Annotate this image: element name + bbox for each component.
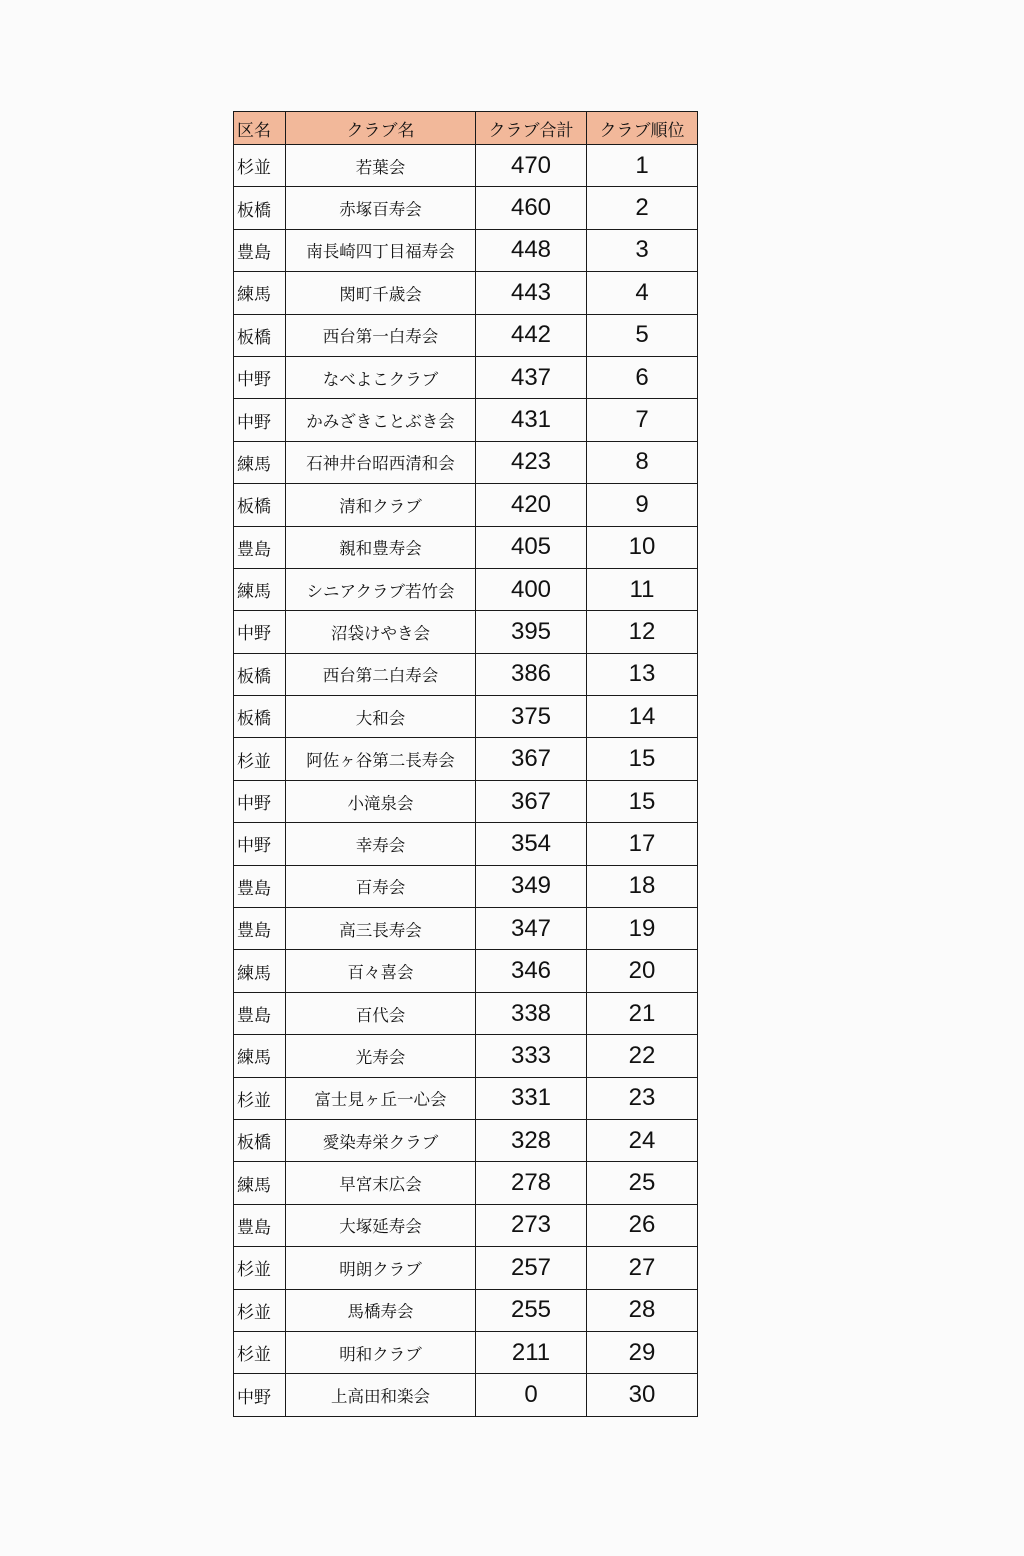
- cell-ward: 豊島: [234, 908, 286, 950]
- cell-club-total: 423: [476, 441, 587, 483]
- cell-ward: 杉並: [234, 1331, 286, 1373]
- table-row: [234, 823, 698, 865]
- club-ranking-table: [233, 111, 698, 1417]
- cell-club-total: 431: [476, 399, 587, 441]
- cell-club-total: 333: [476, 1035, 587, 1077]
- cell-club-name: かみざきことぶき会: [286, 399, 476, 441]
- cell-club-rank: 21: [587, 992, 698, 1034]
- cell-club-total: 331: [476, 1077, 587, 1119]
- cell-ward: 杉並: [234, 738, 286, 780]
- table-row: [234, 780, 698, 822]
- table-row: [234, 272, 698, 314]
- cell-ward: 練馬: [234, 441, 286, 483]
- cell-club-name: 馬橋寿会: [286, 1289, 476, 1331]
- cell-club-total: 395: [476, 611, 587, 653]
- cell-club-name: 若葉会: [286, 145, 476, 187]
- cell-club-rank: 25: [587, 1162, 698, 1204]
- cell-club-name: 大塚延寿会: [286, 1204, 476, 1246]
- cell-ward: 豊島: [234, 526, 286, 568]
- table-row: [234, 950, 698, 992]
- cell-club-total: 460: [476, 187, 587, 229]
- cell-club-rank: 22: [587, 1035, 698, 1077]
- cell-club-name: 早宮末広会: [286, 1162, 476, 1204]
- table-row: [234, 1035, 698, 1077]
- table-row: [234, 1077, 698, 1119]
- cell-club-rank: 29: [587, 1331, 698, 1373]
- cell-club-name: シニアクラブ若竹会: [286, 568, 476, 610]
- cell-ward: 杉並: [234, 1289, 286, 1331]
- cell-club-total: 349: [476, 865, 587, 907]
- cell-ward: 板橋: [234, 484, 286, 526]
- cell-club-total: 0: [476, 1374, 587, 1416]
- cell-ward: 杉並: [234, 1247, 286, 1289]
- cell-club-total: 443: [476, 272, 587, 314]
- table-row: [234, 187, 698, 229]
- cell-ward: 杉並: [234, 145, 286, 187]
- cell-club-name: 幸寿会: [286, 823, 476, 865]
- table-header: [234, 112, 698, 145]
- cell-club-rank: 1: [587, 145, 698, 187]
- table-row: [234, 229, 698, 271]
- cell-club-name: 石神井台昭西清和会: [286, 441, 476, 483]
- cell-club-rank: 23: [587, 1077, 698, 1119]
- cell-club-name: 南長崎四丁目福寿会: [286, 229, 476, 271]
- cell-club-rank: 27: [587, 1247, 698, 1289]
- cell-club-rank: 8: [587, 441, 698, 483]
- cell-club-total: 367: [476, 738, 587, 780]
- table-row: [234, 399, 698, 441]
- cell-club-rank: 11: [587, 568, 698, 610]
- cell-club-name: 明和クラブ: [286, 1331, 476, 1373]
- cell-club-rank: 30: [587, 1374, 698, 1416]
- cell-club-rank: 5: [587, 314, 698, 356]
- cell-club-name: 百代会: [286, 992, 476, 1034]
- cell-club-total: 354: [476, 823, 587, 865]
- header-ward: 区名: [234, 112, 286, 145]
- table-row: [234, 1289, 698, 1331]
- cell-club-total: 257: [476, 1247, 587, 1289]
- cell-club-rank: 10: [587, 526, 698, 568]
- table-row: [234, 696, 698, 738]
- cell-club-name: 阿佐ヶ谷第二長寿会: [286, 738, 476, 780]
- cell-club-total: 338: [476, 992, 587, 1034]
- table-row: [234, 314, 698, 356]
- cell-ward: 中野: [234, 1374, 286, 1416]
- cell-club-total: 405: [476, 526, 587, 568]
- cell-club-name: 親和豊寿会: [286, 526, 476, 568]
- table-row: [234, 1204, 698, 1246]
- cell-club-name: 清和クラブ: [286, 484, 476, 526]
- table-row: [234, 908, 698, 950]
- cell-club-total: 470: [476, 145, 587, 187]
- cell-club-rank: 28: [587, 1289, 698, 1331]
- cell-club-total: 448: [476, 229, 587, 271]
- cell-ward: 中野: [234, 823, 286, 865]
- cell-club-total: 437: [476, 356, 587, 398]
- cell-club-total: 367: [476, 780, 587, 822]
- cell-club-name: 沼袋けやき会: [286, 611, 476, 653]
- header-club-rank: クラブ順位: [587, 112, 698, 145]
- cell-ward: 豊島: [234, 865, 286, 907]
- cell-club-total: 278: [476, 1162, 587, 1204]
- cell-club-rank: 6: [587, 356, 698, 398]
- cell-club-rank: 9: [587, 484, 698, 526]
- cell-club-rank: 12: [587, 611, 698, 653]
- cell-ward: 中野: [234, 780, 286, 822]
- cell-club-name: 赤塚百寿会: [286, 187, 476, 229]
- header-club-total: クラブ合計: [476, 112, 587, 145]
- cell-ward: 豊島: [234, 992, 286, 1034]
- table-row: [234, 1162, 698, 1204]
- table-row: [234, 992, 698, 1034]
- cell-ward: 中野: [234, 399, 286, 441]
- table-row: [234, 865, 698, 907]
- cell-club-total: 420: [476, 484, 587, 526]
- cell-club-rank: 15: [587, 780, 698, 822]
- cell-club-total: 442: [476, 314, 587, 356]
- cell-club-name: 関町千歳会: [286, 272, 476, 314]
- table-row: [234, 441, 698, 483]
- table-row: [234, 526, 698, 568]
- cell-ward: 豊島: [234, 229, 286, 271]
- table-row: [234, 356, 698, 398]
- cell-club-total: 255: [476, 1289, 587, 1331]
- cell-ward: 板橋: [234, 653, 286, 695]
- cell-club-rank: 4: [587, 272, 698, 314]
- cell-club-total: 375: [476, 696, 587, 738]
- cell-club-total: 347: [476, 908, 587, 950]
- cell-club-total: 211: [476, 1331, 587, 1373]
- cell-club-total: 273: [476, 1204, 587, 1246]
- cell-club-rank: 7: [587, 399, 698, 441]
- cell-ward: 板橋: [234, 314, 286, 356]
- cell-club-rank: 26: [587, 1204, 698, 1246]
- cell-ward: 板橋: [234, 1119, 286, 1161]
- cell-ward: 練馬: [234, 950, 286, 992]
- table-row: [234, 1331, 698, 1373]
- cell-ward: 板橋: [234, 696, 286, 738]
- cell-club-total: 400: [476, 568, 587, 610]
- cell-ward: 中野: [234, 356, 286, 398]
- cell-club-rank: 14: [587, 696, 698, 738]
- cell-club-name: 高三長寿会: [286, 908, 476, 950]
- cell-ward: 豊島: [234, 1204, 286, 1246]
- cell-club-name: 百寿会: [286, 865, 476, 907]
- table-row: [234, 1374, 698, 1416]
- cell-club-total: 386: [476, 653, 587, 695]
- table-row: [234, 738, 698, 780]
- cell-club-name: 百々喜会: [286, 950, 476, 992]
- cell-club-name: 明朗クラブ: [286, 1247, 476, 1289]
- cell-club-rank: 24: [587, 1119, 698, 1161]
- cell-ward: 練馬: [234, 1035, 286, 1077]
- cell-club-rank: 19: [587, 908, 698, 950]
- cell-ward: 練馬: [234, 272, 286, 314]
- cell-club-name: 富士見ヶ丘一心会: [286, 1077, 476, 1119]
- cell-club-rank: 17: [587, 823, 698, 865]
- cell-ward: 板橋: [234, 187, 286, 229]
- cell-club-rank: 13: [587, 653, 698, 695]
- cell-club-rank: 20: [587, 950, 698, 992]
- cell-club-name: 小滝泉会: [286, 780, 476, 822]
- table-row: [234, 1247, 698, 1289]
- table-body: [234, 145, 698, 1417]
- cell-club-rank: 15: [587, 738, 698, 780]
- cell-club-rank: 3: [587, 229, 698, 271]
- header-row: [234, 112, 698, 145]
- cell-club-rank: 2: [587, 187, 698, 229]
- cell-club-total: 328: [476, 1119, 587, 1161]
- cell-club-name: 愛染寿栄クラブ: [286, 1119, 476, 1161]
- cell-ward: 練馬: [234, 568, 286, 610]
- cell-ward: 練馬: [234, 1162, 286, 1204]
- table-row: [234, 653, 698, 695]
- cell-ward: 杉並: [234, 1077, 286, 1119]
- ranking-sheet: [233, 111, 697, 1417]
- cell-club-name: 大和会: [286, 696, 476, 738]
- cell-club-name: 光寿会: [286, 1035, 476, 1077]
- cell-ward: 中野: [234, 611, 286, 653]
- header-club-name: クラブ名: [286, 112, 476, 145]
- cell-club-total: 346: [476, 950, 587, 992]
- table-row: [234, 484, 698, 526]
- cell-club-name: 西台第二白寿会: [286, 653, 476, 695]
- table-row: [234, 145, 698, 187]
- table-row: [234, 1119, 698, 1161]
- table-row: [234, 611, 698, 653]
- cell-club-rank: 18: [587, 865, 698, 907]
- cell-club-name: 上高田和楽会: [286, 1374, 476, 1416]
- cell-club-name: 西台第一白寿会: [286, 314, 476, 356]
- table-row: [234, 568, 698, 610]
- cell-club-name: なべよこクラブ: [286, 356, 476, 398]
